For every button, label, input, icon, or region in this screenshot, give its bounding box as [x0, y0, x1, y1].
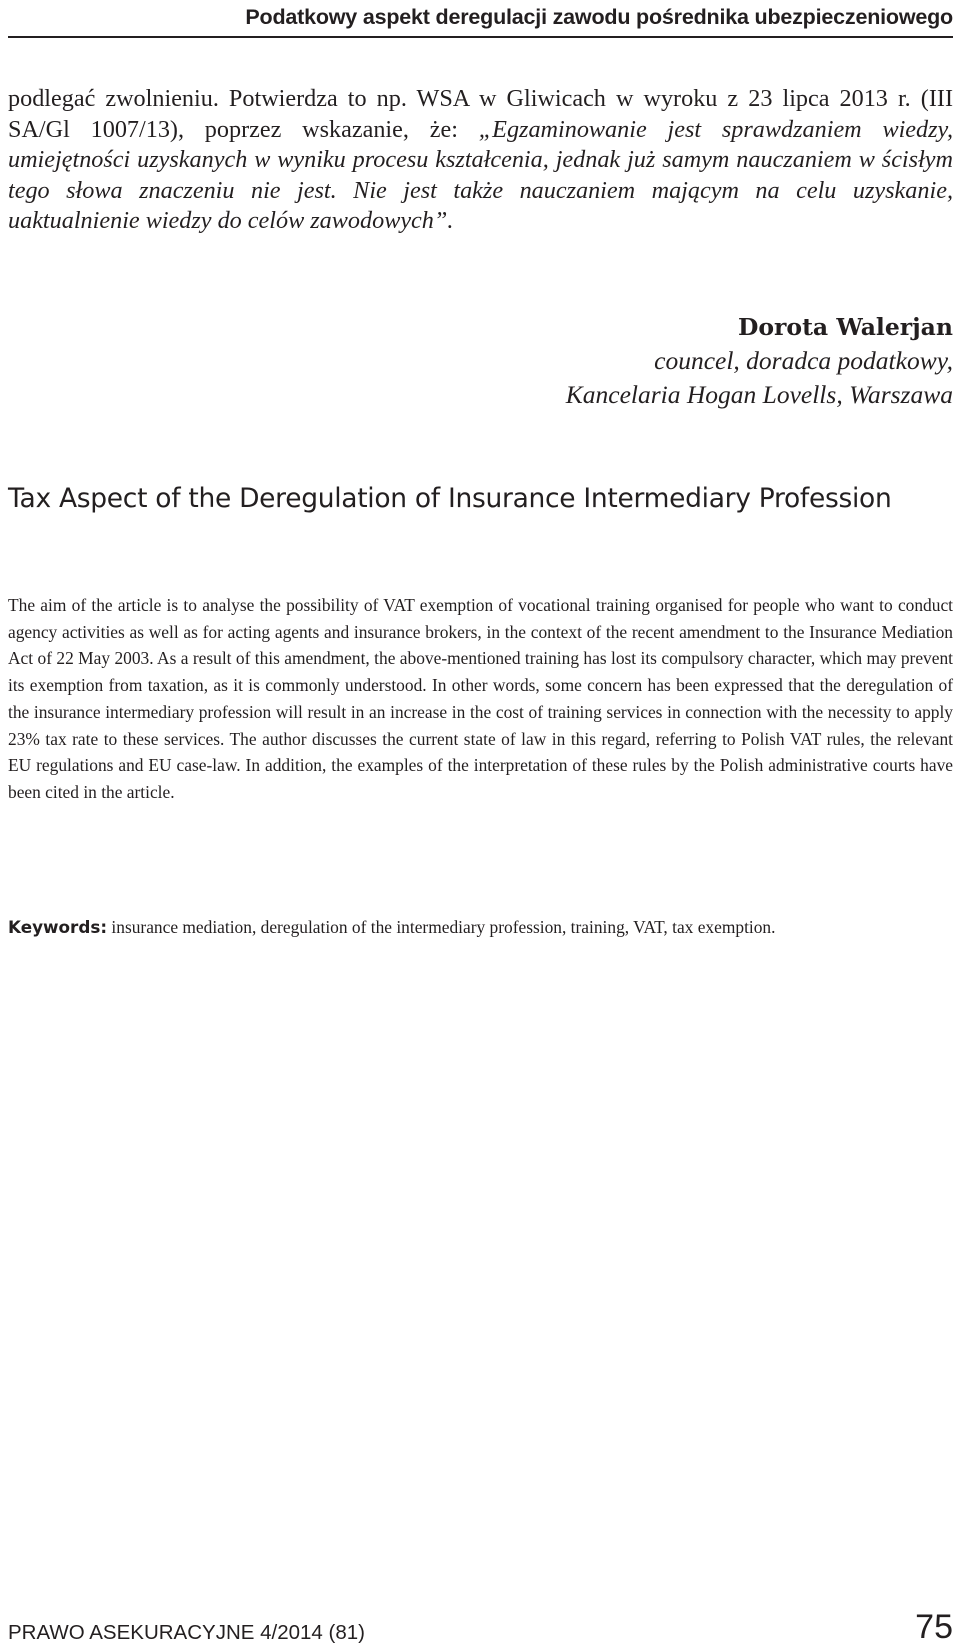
author-name: Dorota Walerjan: [737, 313, 953, 341]
intro-text: podlegać zwolnieniu. Potwierdza to np. WSA w Gliwicach w wyroku z 23 lipca 2013 r. (III SA/Gl 1007/13), poprzez wskazanie, że:: [8, 85, 953, 143]
author-affiliation: Kancelaria Hogan Lovells, Warszawa: [565, 380, 953, 409]
article-title: Tax Aspect of the Deregulation of Insurance Intermediary Profession: [8, 483, 892, 514]
intro-paragraph: [8, 84, 953, 237]
author-block: [8, 310, 953, 412]
keywords-label: Keywords:: [8, 917, 108, 937]
keywords-text: insurance mediation, deregulation of the intermediary profession, training, VAT, tax exemption.: [111, 917, 776, 937]
keywords-paragraph: [8, 914, 953, 941]
document-page: [8, 0, 953, 1650]
court-quote: „Egzaminowanie jest sprawdzaniem wiedzy, umiejętności uzyskanych w wyniku procesu kształcenia, jednak już samym nauczaniem w ścisłym tego słowa znaczeniu nie jest. Nie jest także nauczaniem mającym na celu uzyskanie, uaktualnienie wiedzy do celów zawodowych”.: [8, 115, 953, 234]
abstract-paragraph: The aim of the article is to analyse the possibility of VAT exemption of vocational training organised for people who want to conduct agency activities as well as for acting agents and insurance brokers, in the context of the recent amendment to the Insurance Mediation Act of 22 May 2003. As a result of this amendment, the above-mentioned training has lost its compulsory character, which may prevent its exemption from taxation, as it is commonly understood. In other words, some concern has been expressed that the deregulation of the insurance intermediary profession will result in an increase in the cost of training services in connection with the necessity to apply 23% tax rate to these services. The author discusses the current state of law in this regard, referring to Polish VAT rules, the relevant EU regulations and EU case-law. In addition, the examples of the interpretation of these rules by the Polish administrative courts have been cited in the article.: [8, 595, 953, 802]
running-header: Podatkowy aspekt deregulacji zawodu pośrednika ubezpieczeniowego: [245, 5, 953, 29]
page-number: 75: [915, 1608, 953, 1646]
author-role: councel, doradca podatkowy,: [654, 346, 953, 375]
footer-journal: PRAWO ASEKURACYJNE 4/2014 (81): [8, 1621, 365, 1644]
header-rule: [8, 36, 953, 38]
